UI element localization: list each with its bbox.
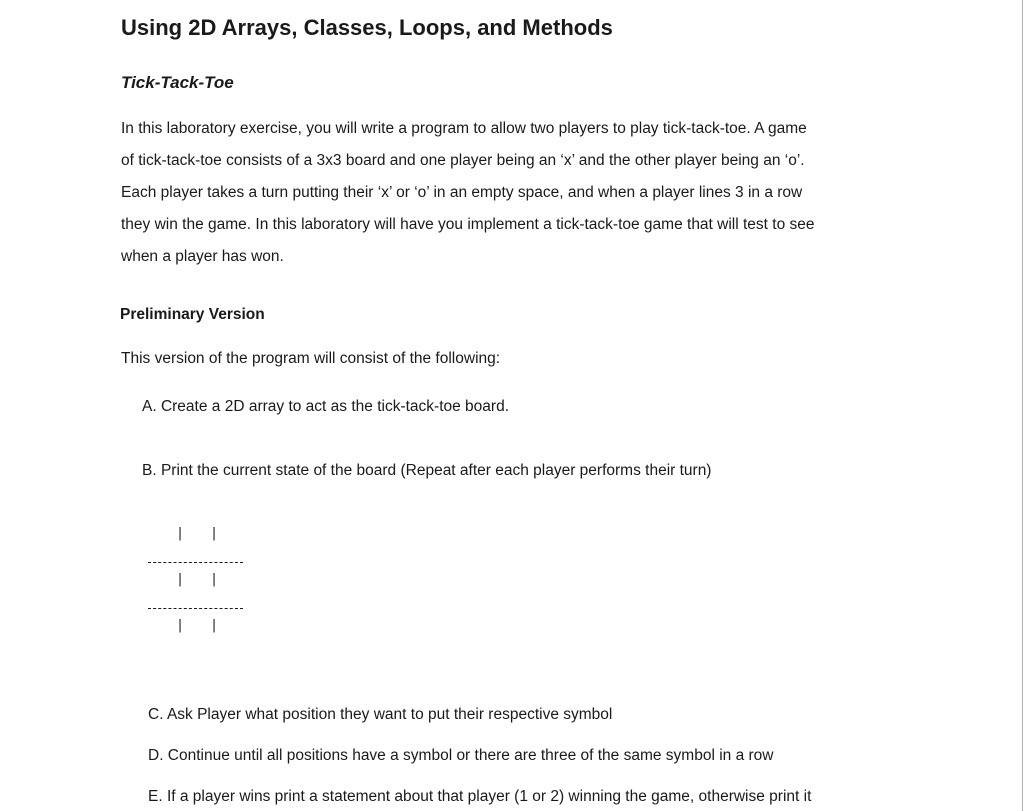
board-separator: | [210,572,218,587]
intro-line: In this laboratory exercise, you will write a program to allow two players to play tick-tack-toe. A game [121,120,807,137]
board-row [148,616,248,636]
board-row [148,524,248,544]
intro-line: of tick-tack-toe consists of a 3x3 board and one player being an ‘x’ and the other player being an ‘o’. [121,152,805,169]
board-divider [148,608,243,609]
board-separator: | [176,618,184,633]
step-b: B. Print the current state of the board (Repeat after each player performs their turn) [142,462,712,479]
intro-paragraph [121,113,921,273]
page-title: Using 2D Arrays, Classes, Loops, and Methods [121,15,613,40]
step-d: D. Continue until all positions have a symbol or there are three of the same symbol in a row [148,747,774,764]
step-e: E. If a player wins print a statement about that player (1 or 2) winning the game, otherwise print it [148,788,812,805]
intro-line: when a player has won. [121,248,284,265]
page-subtitle: Tick-Tack-Toe [121,73,234,92]
intro-line: they win the game. In this laboratory will have you implement a tick-tack-toe game that will test to see [121,216,815,233]
step-c: C. Ask Player what position they want to put their respective symbol [148,706,613,723]
board-separator: | [176,572,184,587]
section-heading: Preliminary Version [120,306,265,323]
lead-text: This version of the program will consist of the following: [121,350,501,367]
board-divider [148,562,243,563]
intro-line: Each player takes a turn putting their ‘x’ or ‘o’ in an empty space, and when a player lines 3 in a row [121,184,803,201]
board-separator: | [210,618,218,633]
board-separator: | [210,526,218,541]
step-a: A. Create a 2D array to act as the tick-tack-toe board. [142,398,509,415]
board-separator: | [176,526,184,541]
page-edge-line [1022,0,1023,811]
board-diagram [148,524,248,644]
board-row [148,570,248,590]
